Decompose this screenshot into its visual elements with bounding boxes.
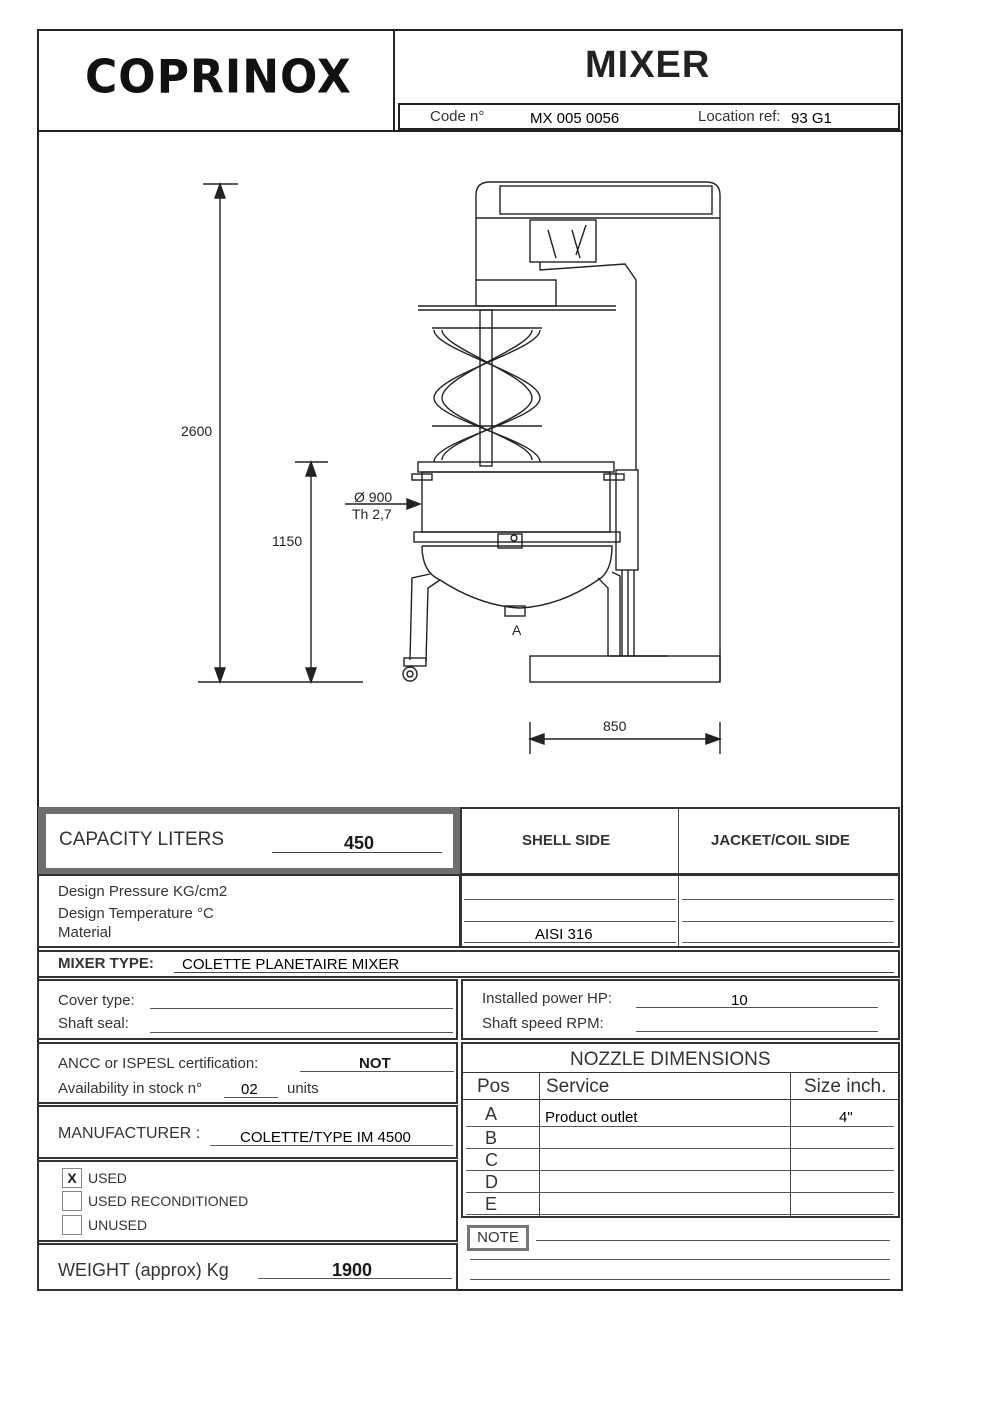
- condition-used: [62, 1168, 127, 1188]
- certification-value: NOT: [359, 1055, 391, 1072]
- weight-label: WEIGHT (approx) Kg: [58, 1260, 229, 1280]
- nozzle-row-line: [466, 1148, 894, 1149]
- note-line-1: [536, 1240, 890, 1241]
- nozzle-row-service: Product outlet: [545, 1109, 638, 1126]
- nozzle-row-pos: E: [485, 1194, 498, 1214]
- installed-power-line: [636, 1007, 878, 1008]
- capacity-label: CAPACITY LITERS: [59, 829, 225, 850]
- design-values-box: [460, 874, 900, 948]
- note-label: NOTE: [467, 1225, 529, 1251]
- mixer-type-value: COLETTE PLANETAIRE MIXER: [182, 956, 400, 973]
- nozzle-col-divider-2: [790, 1073, 791, 1217]
- dim-vessel-height: 1150: [272, 533, 303, 549]
- nozzle-header-rule: [462, 1099, 899, 1100]
- unused-label: UNUSED: [88, 1217, 148, 1233]
- unused-checkbox[interactable]: [62, 1215, 82, 1235]
- mixer-drawing: [37, 132, 903, 808]
- dim-diameter: Ø 900: [354, 489, 393, 505]
- jacket-temperature-line: [682, 921, 894, 922]
- used-checkbox[interactable]: X: [62, 1168, 82, 1188]
- stock-label: Availability in stock n°: [58, 1080, 203, 1097]
- dim-thickness: Th 2,7: [352, 506, 392, 522]
- jacket-material-line: [682, 942, 894, 943]
- used-label: USED: [88, 1170, 127, 1186]
- cover-type-label: Cover type:: [58, 992, 135, 1009]
- manufacturer-label: MANUFACTURER :: [58, 1125, 201, 1142]
- jacket-pressure-line: [682, 899, 894, 900]
- nozzle-row-pos: C: [485, 1150, 498, 1170]
- design-temperature-label: Design Temperature °C: [58, 905, 214, 922]
- location-label: Location ref:: [698, 108, 781, 125]
- dim-total-height: 2600: [181, 423, 213, 439]
- nozzle-col-service: Service: [546, 1076, 610, 1097]
- nozzle-row-pos: D: [485, 1172, 498, 1192]
- nozzle-row-line: [466, 1126, 894, 1127]
- shell-side-label: SHELL SIDE: [522, 832, 611, 849]
- nozzle-col-divider-1: [539, 1073, 540, 1217]
- nozzle-row-pos: A: [485, 1104, 498, 1124]
- nozzle-title-rule: [462, 1072, 899, 1073]
- design-pressure-label: Design Pressure KG/cm2: [58, 883, 228, 900]
- nozzle-row-pos: B: [485, 1128, 498, 1148]
- shell-material-value: AISI 316: [535, 926, 593, 943]
- condition-used-reconditioned: [62, 1191, 248, 1211]
- mixer-type-label: MIXER TYPE:: [58, 955, 154, 972]
- code-label: Code n°: [430, 108, 485, 125]
- location-value: 93 G1: [791, 110, 832, 127]
- outlet-label: A: [512, 622, 522, 638]
- document-title: MIXER: [585, 44, 711, 86]
- nozzle-row-size: 4": [839, 1109, 853, 1126]
- shaft-seal-line: [150, 1032, 453, 1033]
- nozzle-row-line: [466, 1170, 894, 1171]
- nozzle-col-pos: Pos: [477, 1076, 510, 1097]
- jacket-side-label: JACKET/COIL SIDE: [711, 832, 850, 849]
- nozzle-col-size: Size inch.: [804, 1076, 887, 1097]
- code-value: MX 005 0056: [530, 110, 620, 127]
- shaft-speed-line: [636, 1031, 878, 1032]
- stock-value: 02: [241, 1081, 258, 1098]
- weight-value: 1900: [332, 1260, 373, 1280]
- manufacturer-value: COLETTE/TYPE IM 4500: [240, 1129, 411, 1146]
- dim-width: 850: [603, 718, 627, 734]
- brand-logo: COPRINOX: [85, 50, 352, 105]
- note-line-2: [470, 1259, 890, 1260]
- condition-unused: [62, 1215, 147, 1235]
- note-line-3: [470, 1279, 890, 1280]
- cover-type-line: [150, 1008, 453, 1009]
- nozzle-row-line: [466, 1214, 894, 1215]
- stock-units: units: [287, 1080, 319, 1097]
- installed-power-value: 10: [731, 992, 748, 1009]
- shaft-seal-label: Shaft seal:: [58, 1015, 129, 1032]
- certification-label: ANCC or ISPESL certification:: [58, 1055, 259, 1072]
- shell-temperature-line: [464, 921, 676, 922]
- used-reconditioned-label: USED RECONDITIONED: [88, 1193, 249, 1209]
- nozzle-row-line: [466, 1192, 894, 1193]
- shell-pressure-line: [464, 899, 676, 900]
- shaft-speed-label: Shaft speed RPM:: [482, 1015, 604, 1032]
- used-reconditioned-checkbox[interactable]: [62, 1191, 82, 1211]
- nozzle-title: NOZZLE DIMENSIONS: [570, 1049, 771, 1070]
- material-label: Material: [58, 924, 112, 941]
- installed-power-label: Installed power HP:: [482, 990, 613, 1007]
- capacity-value: 450: [344, 833, 375, 853]
